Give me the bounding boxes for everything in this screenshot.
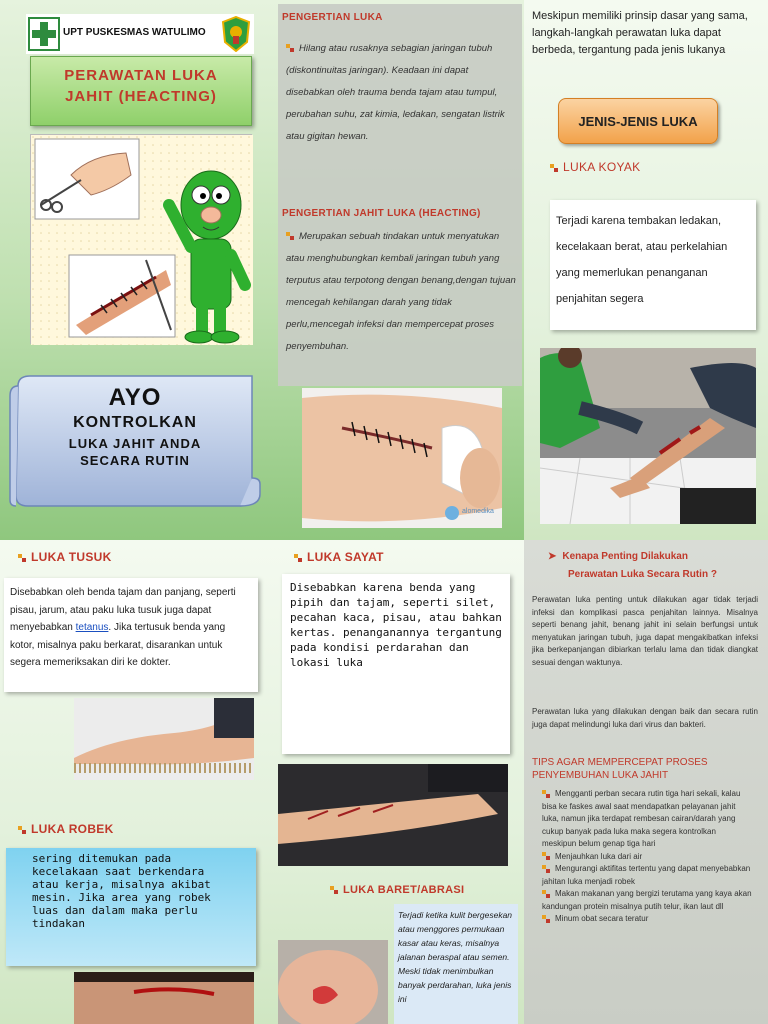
- health-cross-logo-icon: [28, 17, 60, 51]
- kenapa-heading: ➤ Kenapa Penting Dilakukan Perawatan Luka Secara Rutin ?: [548, 551, 717, 580]
- scroll-line1: AYO: [108, 384, 162, 411]
- list-item: Mengurangi aktifitas tertentu yang dapat menyebabkan jahitan luka menjadi robek: [542, 864, 751, 886]
- bullet-icon: [330, 886, 338, 894]
- cover-title-box: [30, 56, 252, 126]
- luka-tusuk-textbox: Disebabkan oleh benda tajam dan panjang, seperti pisau, jarum, atau paku luka tusuk juga dapat menyebabkan tetanus. Jika tertusuk benda yang kotor, misalnya paku berkarat, disarankan untuk segera memeriksakan diri ke dokter.: [4, 578, 258, 692]
- luka-baret-photo: [278, 940, 388, 1024]
- bullet-icon: [286, 232, 294, 240]
- luka-tusuk-photo: [74, 698, 254, 780]
- list-item: Mengganti perban secara rutin tiga hari sekali, kalau bisa ke faskes awal saat mendapatkan pelayanan jahit luka, namun jika terdapat rembesan cairan/darah yang cukup banyak pada luka maka segera kontrolkan meskipun belum genap tiga hari: [542, 789, 741, 848]
- pengertian-grey-card: [278, 4, 522, 386]
- org-name: UPT PUSKESMAS WATULIMO: [63, 27, 206, 38]
- jenis-luka-button[interactable]: JENIS-JENIS LUKA: [558, 98, 718, 144]
- luka-robek-textbox: sering ditemukan pada kecelakaan saat berkendara atau kerja, misalnya akibat mesin. Jika area yang robek luas dan dalam maka perlu tindakan: [6, 848, 256, 966]
- torn-skin-image: [74, 972, 254, 1024]
- scroll-line3: LUKA JAHIT ANDA: [68, 436, 202, 451]
- sutured-arm-image: [302, 388, 502, 528]
- luka-robek-photo: [74, 972, 254, 1024]
- bullet-icon: [18, 826, 26, 834]
- tetanus-link[interactable]: tetanus: [75, 622, 109, 633]
- cover-title-line1: PERAWATAN LUKA: [64, 67, 218, 84]
- scroll-line4: SECARA RUTIN: [80, 453, 190, 468]
- luka-koyak-heading: LUKA KOYAK: [550, 160, 640, 174]
- sutured-arm-photo: [302, 388, 502, 528]
- luka-sayat-heading: LUKA SAYAT: [294, 550, 384, 564]
- tips-heading: TIPS AGAR MEMPERCEPAT PROSES PENYEMBUHAN LUKA JAHIT: [532, 757, 708, 781]
- photo-watermark: alomedika: [462, 508, 494, 515]
- pengertian-jahit-heading: PENGERTIAN JAHIT LUKA (HEACTING): [282, 208, 481, 219]
- pengertian-jahit-text: Merupakan sebuah tindakan untuk menyatukan atau menghubungkan kembali jaringan tubuh yang terputus atau terpotong dengan benang,dengan tujuan mencegah kehilangan darah yang tidak perlu,mencegah infeksi dan mempercepat proses penyembuhan.: [286, 231, 516, 352]
- luka-tusuk-panel: [0, 540, 272, 1024]
- luka-koyak-photo: [540, 348, 756, 524]
- cover-title-line2: JAHIT (HEACTING): [65, 88, 217, 105]
- reminder-scroll-banner: [8, 374, 262, 510]
- list-item: Minum obat secara teratur: [542, 913, 752, 926]
- luka-tusuk-heading: LUKA TUSUK: [18, 550, 112, 564]
- suture-illustration-image: [31, 135, 253, 345]
- list-item: Makan makanan yang bergizi terutama yang kaya akan kandungan protein misalnya putih telur, ikan laut dll: [542, 889, 752, 911]
- bullet-icon: [18, 554, 26, 562]
- abrasion-knee-image: [278, 940, 388, 1024]
- kenapa-para1: Perawatan luka penting untuk dilakukan agar tidak terjadi infeksi dan komplikasi pasca penjahitan lainnya. Misalnya seperti benang jahit, benang jahit ini selain berfungsi untuk menyatukan jaringan tubuh, juga dapat mengakibatkan infeksi jika berkepanjangan dibiarkan terlalu lama dan tidak diangkat sesuai dengan waktunya.: [532, 595, 758, 667]
- luka-baret-textbox: Terjadi ketika kulit bergesekan atau menggores permukaan kasar atau keras, misalnya jalanan beraspal atau semen. Meski tidak menimbulkan banyak perdarahan, luka jenis ini: [394, 904, 518, 1024]
- bullet-icon: [542, 790, 550, 798]
- luka-baret-heading: LUKA BARET/ABRASI: [330, 884, 464, 896]
- luka-robek-heading: LUKA ROBEK: [18, 822, 114, 836]
- bullet-icon: [294, 554, 302, 562]
- cut-arm-image: [278, 764, 508, 866]
- kenapa-panel: [524, 540, 768, 1024]
- luka-koyak-textbox: Terjadi karena tembakan ledakan, kecelakaan berat, atau perkelahian yang memerlukan penanganan penjahitan segera: [550, 200, 756, 330]
- bullet-icon: [542, 890, 550, 898]
- header-bar: [26, 14, 254, 54]
- bullet-icon: [542, 865, 550, 873]
- bullet-icon: [542, 852, 550, 860]
- list-item: Menjauhkan luka dari air: [542, 851, 752, 864]
- pengertian-luka-text: Hilang atau rusaknya sebagian jaringan tubuh (diskontinuitas jaringan). Keadaan ini dapat disebabkan oleh trauma benda tajam atau tumpul, perubahan suhu, zat kimia, ledakan, sengatan listrik atau gigitan hewan.: [286, 43, 505, 142]
- pengertian-luka-heading: PENGERTIAN LUKA: [282, 12, 383, 23]
- suturing-illustration: [30, 134, 252, 344]
- luka-sayat-textbox: Disebabkan karena benda yang pipih dan tajam, seperti silet, pecahan kaca, pisau, atau bahkan kertas. penanganannya tergantung pada kondisi perdarahan dan lokasi luka: [282, 574, 510, 754]
- jenis-luka-panel: [524, 0, 768, 540]
- pengertian-panel: [272, 0, 524, 540]
- foot-on-nails-image: [74, 698, 254, 780]
- luka-sayat-panel: [272, 540, 524, 1024]
- scroll-line2: KONTROLKAN: [73, 414, 197, 431]
- arrow-icon: ➤: [548, 551, 557, 562]
- cover-panel: [0, 0, 272, 540]
- kenapa-para2: Perawatan luka yang dilakukan dengan baik dan secara rutin juga dapat melindungi luka dari virus dan bakteri.: [532, 707, 758, 729]
- bullet-icon: [286, 44, 294, 52]
- regency-emblem-icon: [221, 16, 251, 52]
- bullet-icon: [542, 915, 550, 923]
- luka-sayat-photo: [278, 764, 508, 866]
- injured-leg-image: [540, 348, 756, 524]
- tips-list: [542, 788, 752, 926]
- intro-text: Meskipun memiliki prinsip dasar yang sama, langkah-langkah perawatan luka dapat berbeda, tergantung pada jenis lukanya: [532, 10, 748, 56]
- bullet-icon: [550, 164, 558, 172]
